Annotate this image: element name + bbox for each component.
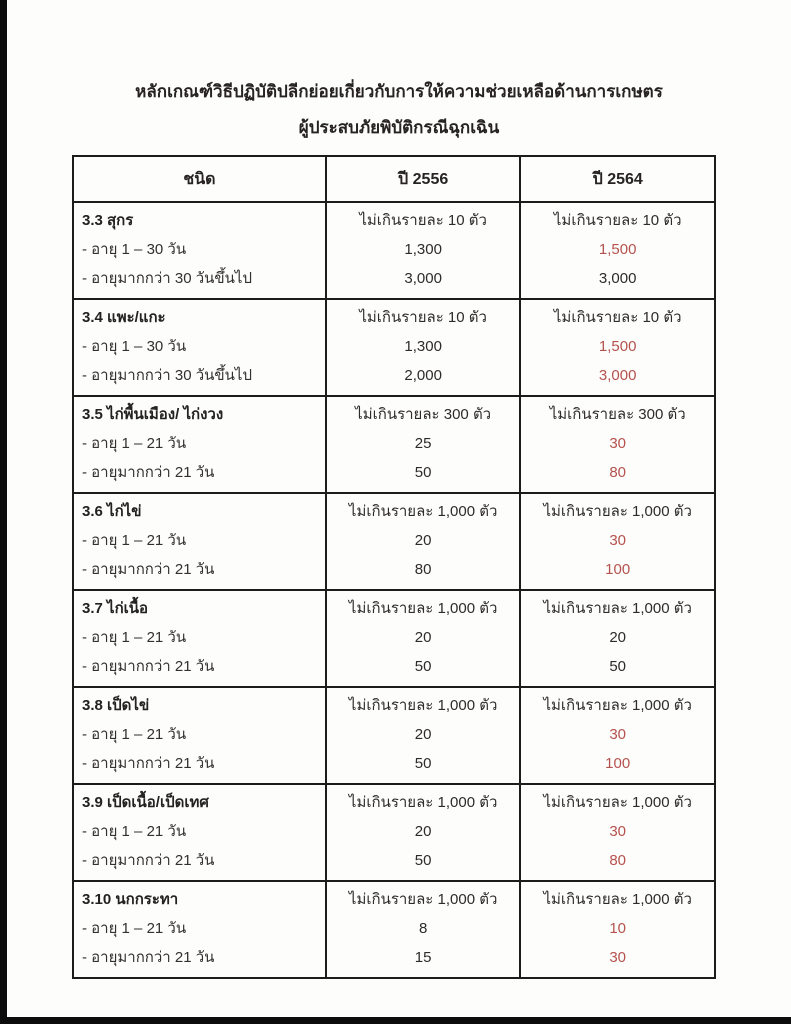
limit-2564: ไม่เกินรายละ 1,000 ตัว — [543, 697, 692, 714]
rate-value-2556: 80 — [414, 561, 432, 578]
rate-value-2556: 1,300 — [404, 241, 442, 258]
animal-name: 3.3 สุกร — [82, 212, 134, 229]
table-header-row — [74, 157, 714, 203]
age-range-label: - อายุ 1 – 21 วัน — [82, 920, 187, 937]
rate-value-2556: 25 — [414, 435, 432, 452]
year-2556-column-cell — [325, 688, 520, 783]
column-header-type: ชนิด — [183, 171, 216, 188]
age-range-label: - อายุมากกว่า 21 วัน — [82, 561, 215, 578]
age-range-label: - อายุ 1 – 21 วัน — [82, 629, 187, 646]
type-column-cell — [74, 882, 325, 977]
limit-2564: ไม่เกินรายละ 10 ตัว — [553, 309, 682, 326]
limit-2564: ไม่เกินรายละ 1,000 ตัว — [543, 794, 692, 811]
limit-2556: ไม่เกินรายละ 1,000 ตัว — [348, 697, 498, 714]
scan-black-edge-bottom — [0, 1017, 791, 1024]
age-range-label: - อายุ 1 – 30 วัน — [82, 241, 187, 258]
rate-value-2564: 1,500 — [598, 241, 637, 258]
rate-value-2564: 20 — [609, 629, 627, 646]
age-range-label: - อายุ 1 – 21 วัน — [82, 823, 187, 840]
table-section-row — [74, 591, 714, 688]
year-2556-column-cell — [325, 785, 520, 880]
table-section-row — [74, 397, 714, 494]
year-2556-column-cell — [325, 300, 520, 395]
year-2556-column-cell — [325, 494, 520, 589]
limit-2556: ไม่เกินรายละ 1,000 ตัว — [348, 600, 498, 617]
age-range-label: - อายุมากกว่า 21 วัน — [82, 755, 215, 772]
limit-2556: ไม่เกินรายละ 300 ตัว — [355, 406, 492, 423]
type-column-cell — [74, 688, 325, 783]
type-column-cell — [74, 591, 325, 686]
table-body — [74, 203, 714, 977]
age-range-label: - อายุมากกว่า 30 วันขึ้นไป — [82, 270, 252, 287]
rate-value-2564: 30 — [609, 435, 627, 452]
rate-value-2564: 80 — [609, 464, 627, 481]
rate-value-2564: 30 — [609, 949, 627, 966]
table-section-row — [74, 688, 714, 785]
rate-value-2564: 100 — [605, 755, 631, 772]
rate-value-2564: 50 — [609, 658, 627, 675]
rate-value-2564: 3,000 — [598, 270, 637, 287]
year-2564-column-cell — [519, 688, 714, 783]
limit-2556: ไม่เกินรายละ 10 ตัว — [359, 212, 487, 229]
table-section-row — [74, 785, 714, 882]
rate-value-2556: 2,000 — [404, 367, 442, 384]
limit-2556: ไม่เกินรายละ 1,000 ตัว — [348, 503, 498, 520]
animal-name: 3.6 ไก่ไข่ — [82, 503, 142, 520]
age-range-label: - อายุ 1 – 21 วัน — [82, 435, 187, 452]
limit-2564: ไม่เกินรายละ 1,000 ตัว — [543, 503, 692, 520]
rate-value-2556: 3,000 — [404, 270, 442, 287]
animal-name: 3.7 ไก่เนื้อ — [82, 600, 149, 617]
type-column-cell — [74, 300, 325, 395]
table-section-row — [74, 203, 714, 300]
rate-value-2564: 30 — [609, 823, 627, 840]
age-range-label: - อายุมากกว่า 21 วัน — [82, 658, 215, 675]
rate-value-2564: 10 — [609, 920, 627, 937]
year-2564-column-cell — [519, 494, 714, 589]
age-range-label: - อายุมากกว่า 21 วัน — [82, 949, 215, 966]
scan-black-edge-left — [0, 0, 7, 1024]
rate-value-2556: 50 — [414, 755, 432, 772]
assistance-rates-table — [72, 155, 716, 979]
animal-name: 3.4 แพะ/แกะ — [82, 309, 166, 326]
animal-name: 3.5 ไก่พื้นเมือง/ ไก่งวง — [82, 406, 224, 423]
type-column-cell — [74, 203, 325, 298]
age-range-label: - อายุมากกว่า 21 วัน — [82, 852, 215, 869]
rate-value-2564: 80 — [609, 852, 627, 869]
year-2564-column-cell — [519, 882, 714, 977]
rate-value-2556: 8 — [418, 920, 428, 937]
document-title-line1: หลักเกณฑ์วิธีปฏิบัติปลีกย่อยเกี่ยวกับการให้ความช่วยเหลือด้านการเกษตร — [135, 82, 663, 101]
table-section-row — [74, 494, 714, 591]
rate-value-2556: 20 — [414, 823, 432, 840]
age-range-label: - อายุมากกว่า 30 วันขึ้นไป — [82, 367, 252, 384]
rate-value-2564: 30 — [609, 532, 627, 549]
animal-name: 3.8 เป็ดไข่ — [82, 697, 150, 714]
type-column-cell — [74, 494, 325, 589]
column-header-year-2556: ปี 2556 — [325, 157, 520, 201]
rate-value-2556: 1,300 — [404, 338, 442, 355]
rate-value-2564: 30 — [609, 726, 627, 743]
year-2556-column-cell — [325, 882, 520, 977]
age-range-label: - อายุมากกว่า 21 วัน — [82, 464, 215, 481]
age-range-label: - อายุ 1 – 21 วัน — [82, 726, 187, 743]
rate-value-2556: 50 — [414, 464, 432, 481]
year-2556-column-cell — [325, 203, 520, 298]
year-2556-column-cell — [325, 397, 520, 492]
table-section-row — [74, 882, 714, 977]
animal-name: 3.10 นกกระทา — [82, 891, 179, 908]
document-title — [7, 74, 791, 146]
limit-2556: ไม่เกินรายละ 10 ตัว — [359, 309, 487, 326]
year-2564-column-cell — [519, 785, 714, 880]
rate-value-2556: 50 — [414, 852, 432, 869]
year-2564-column-cell — [519, 591, 714, 686]
age-range-label: - อายุ 1 – 30 วัน — [82, 338, 187, 355]
year-2564-column-cell — [519, 300, 714, 395]
rate-value-2556: 20 — [414, 532, 432, 549]
limit-2556: ไม่เกินรายละ 1,000 ตัว — [348, 891, 498, 908]
column-header-year-2564: ปี 2564 — [519, 157, 714, 201]
animal-name: 3.9 เป็ดเนื้อ/เป็ดเทศ — [82, 794, 209, 811]
year-2556-column-cell — [325, 591, 520, 686]
document-title-line2: ผู้ประสบภัยพิบัติกรณีฉุกเฉิน — [298, 118, 500, 137]
type-column-cell — [74, 785, 325, 880]
rate-value-2556: 20 — [414, 726, 432, 743]
limit-2556: ไม่เกินรายละ 1,000 ตัว — [348, 794, 498, 811]
rate-value-2556: 15 — [414, 949, 432, 966]
limit-2564: ไม่เกินรายละ 300 ตัว — [549, 406, 686, 423]
rate-value-2564: 100 — [605, 561, 631, 578]
year-2564-column-cell — [519, 397, 714, 492]
type-column-cell — [74, 397, 325, 492]
limit-2564: ไม่เกินรายละ 10 ตัว — [553, 212, 682, 229]
table-section-row — [74, 300, 714, 397]
rate-value-2564: 1,500 — [598, 338, 637, 355]
age-range-label: - อายุ 1 – 21 วัน — [82, 532, 187, 549]
year-2564-column-cell — [519, 203, 714, 298]
rate-value-2564: 3,000 — [598, 367, 637, 384]
rate-value-2556: 20 — [414, 629, 432, 646]
limit-2564: ไม่เกินรายละ 1,000 ตัว — [543, 600, 692, 617]
limit-2564: ไม่เกินรายละ 1,000 ตัว — [543, 891, 692, 908]
rate-value-2556: 50 — [414, 658, 432, 675]
